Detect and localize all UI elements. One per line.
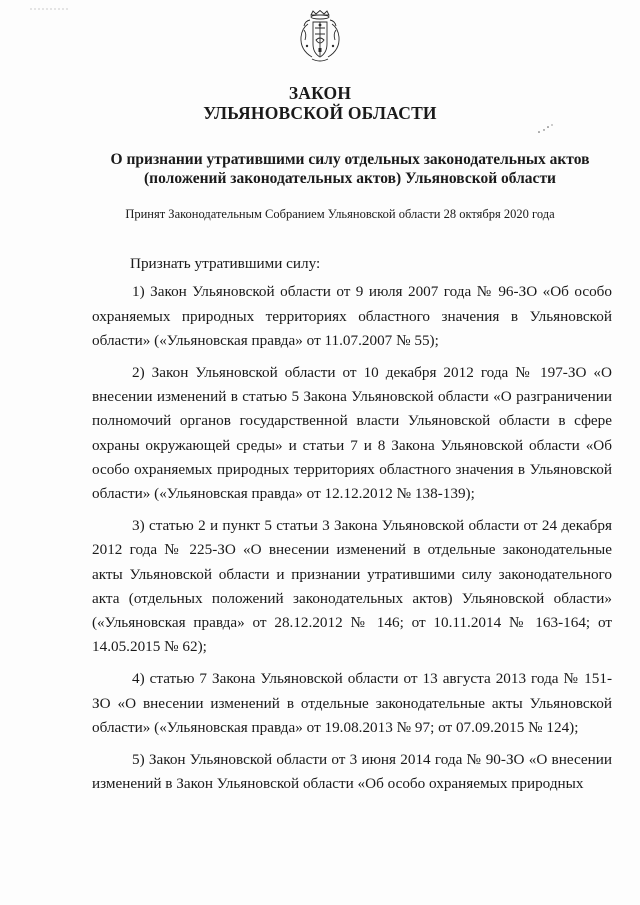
scan-speck xyxy=(30,6,70,12)
list-item: 4) статью 7 Закона Ульяновской области от 13 августа 2013 года № 151-ЗО «О внесении изменений в отдельные законодательные акты Ульяновской области» («Ульяновская правда» от 19.08.2013 № 97; от 07.09.2015 № 124); xyxy=(92,670,612,736)
adoption-note: Принят Законодательным Собранием Ульяновской области 28 октября 2020 года xyxy=(125,207,555,221)
list-item: 2) Закон Ульяновской области от 10 декабря 2012 года № 197-ЗО «О внесении изменений в статью 5 Закона Ульяновской области «О разграничении полномочий органов государственной власти Ульяновской области в сфере охраны окружающей среды» и статьи 7 и 8 Закона Ульяновской области «Об особо охраняемых природных территориях областного значения в Ульяновской области» («Ульяновская правда» от 12.12.2012 № 138-139); xyxy=(92,363,612,503)
law-body xyxy=(92,252,612,804)
list-item: 3) статью 2 и пункт 5 статьи 3 Закона Ульяновской области от 24 декабря 2012 года № 225-ЗО «О внесении изменений в отдельные законодательные акты Ульяновской области и признании утратившими силу законодательного акта (отдельных положений законодательных актов) Ульяновской области» («Ульяновская правда» от 28.12.2012 № 146; от 10.11.2014 № 163-164; от 14.05.2015 № 62); xyxy=(92,516,612,656)
law-title: ЗАКОН xyxy=(288,83,352,103)
scan-speck xyxy=(536,122,556,136)
region-title: УЛЬЯНОВСКОЙ ОБЛАСТИ xyxy=(203,103,437,123)
law-subject: О признании утратившими силу отдельных законодательных актов (положений законодательных актов) Ульяновской области xyxy=(110,151,590,187)
list-item: 5) Закон Ульяновской области от 3 июня 2014 года № 90-ЗО «О внесении изменений в Закон Ульяновской области «Об особо охраняемых природных xyxy=(92,750,612,792)
coat-of-arms-icon xyxy=(298,10,342,64)
body-intro: Признать утратившими силу: xyxy=(130,255,321,272)
list-item: 1) Закон Ульяновской области от 9 июля 2007 года № 96-ЗО «Об особо охраняемых природных территориях областного значения в Ульяновской области» («Ульяновская правда» от 11.07.2007 № 55); xyxy=(92,283,612,349)
